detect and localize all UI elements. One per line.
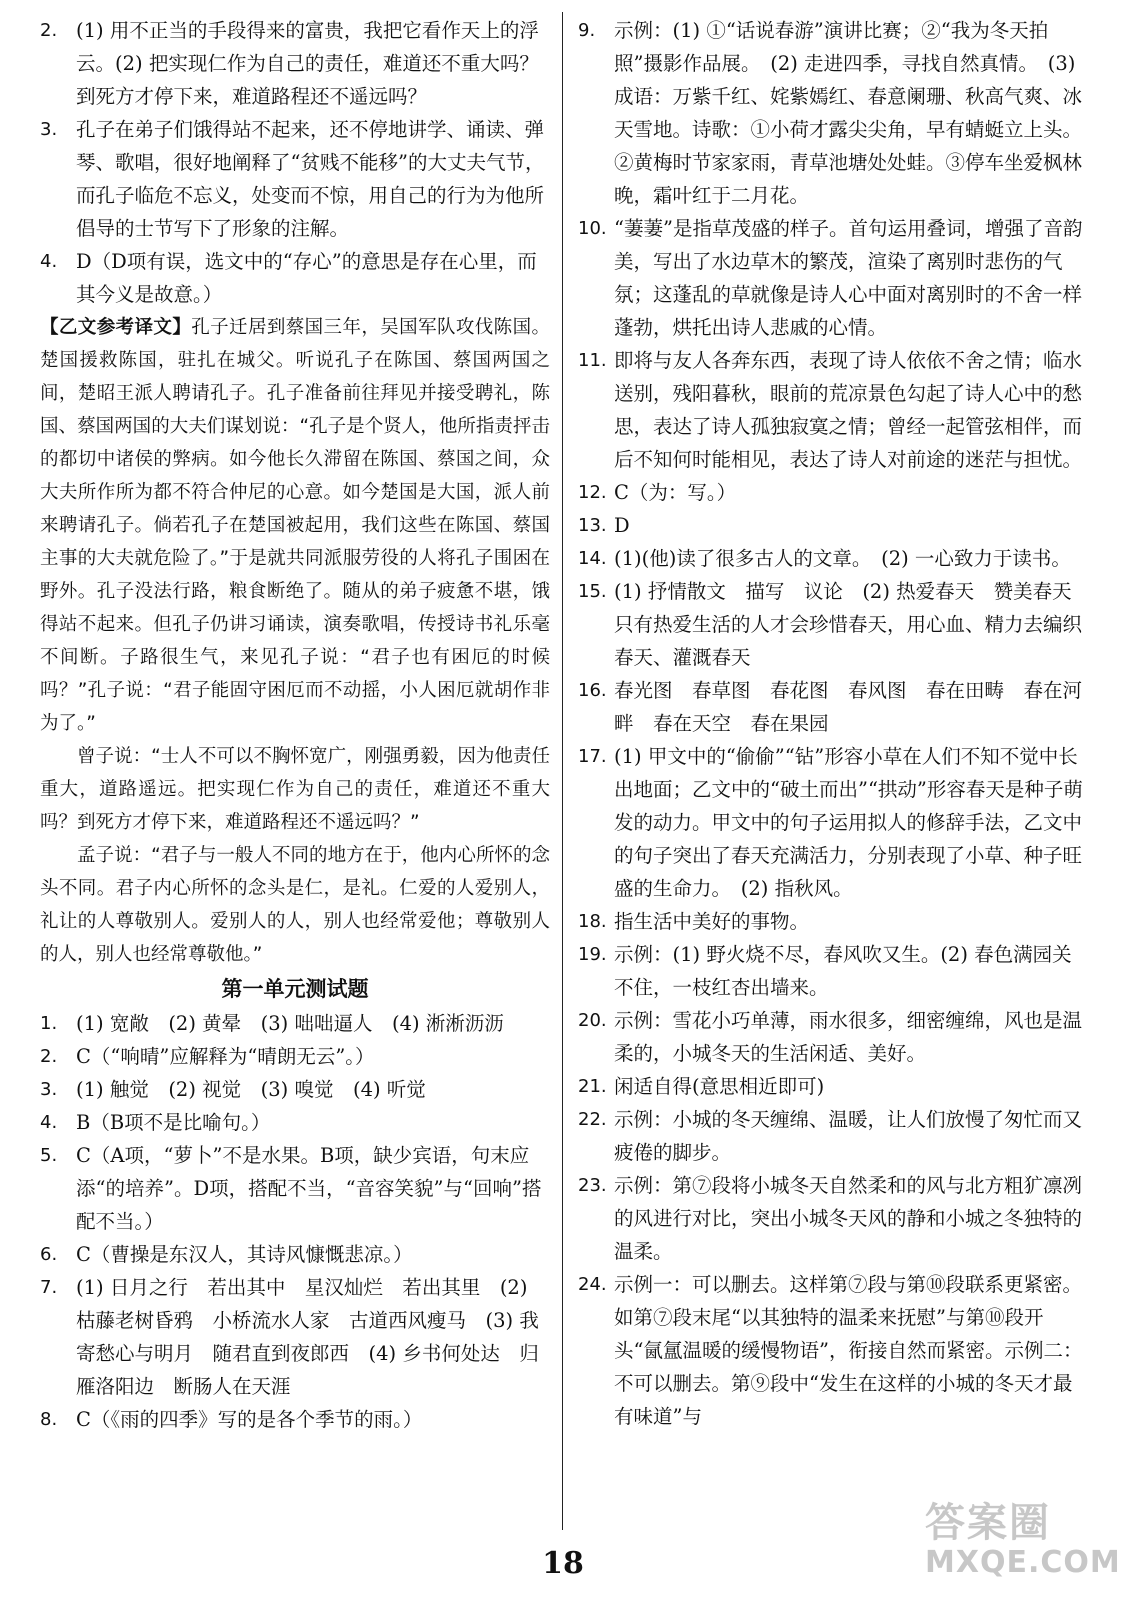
answer-item: [578, 1103, 1088, 1169]
answer-list-right: [578, 14, 1092, 1433]
watermark-title: 答案圈: [925, 1500, 1051, 1546]
answer-number: 5.: [40, 1145, 58, 1166]
right-column: [578, 14, 1092, 1433]
answer-text: D（D项有误，选文中的“存心”的意思是存在心里，而其今义是故意。）: [76, 250, 537, 306]
answer-number: 22.: [578, 1109, 607, 1130]
answer-number: 23.: [578, 1175, 607, 1196]
answer-number: 14.: [578, 548, 607, 569]
answer-item: [40, 113, 550, 245]
answer-number: 7.: [40, 1277, 58, 1298]
translation-paragraph: 曾子说：“士人不可以不胸怀宽广，刚强勇毅，因为他责任重大，道路遥远。把实现仁作为自己的责任，难道还不重大吗？到死方才停下来，难道路程还不遥远吗？”: [40, 746, 550, 833]
answer-number: 4.: [40, 251, 58, 272]
answer-number: 3.: [40, 1079, 58, 1100]
answer-item: [578, 905, 1088, 938]
answer-number: 17.: [578, 746, 607, 767]
answer-text: 示例：(1) 野火烧不尽，春风吹又生。(2) 春色满园关不住，一枝红杏出墙来。: [614, 943, 1072, 999]
answer-text: (1) 抒情散文 描写 议论 (2) 热爱春天 赞美春天 只有热爱生活的人才会珍惜春天，用心血、精力去编织春天、灌溉春天: [614, 580, 1092, 669]
answer-item: [578, 1004, 1088, 1070]
answer-item: [578, 542, 1088, 575]
answer-number: 20.: [578, 1010, 607, 1031]
answer-text: 示例：(1) ①“话说春游”演讲比赛；②“我为冬天拍照”摄影作品展。 (2) 走进四季，寻找自然真情。 (3) 成语：万紫千红、姹紫嫣红、春意阑珊、秋高气爽、冰天雪地。诗歌：①小荷才露尖尖角，早有蜻蜓立上头。②黄梅时节家家雨，青草池塘处处蛙。③停车坐爱枫林晚，霜叶红于二月花。: [614, 19, 1083, 207]
left-column: [40, 14, 550, 1436]
answer-item: [40, 1040, 550, 1073]
answer-text: 示例一：可以删去。这样第⑦段与第⑩段联系更紧密。如第⑦段末尾“以其独特的温柔来抚慰”与第⑩段开头“氤氲温暖的缓慢物语”，衔接自然而紧密。示例二：不可以删去。第⑨段中“发生在这样的小城的冬天才最有味道”与: [614, 1273, 1083, 1428]
answer-text: 春光图 春草图 春花图 春风图 春在田畴 春在河畔 春在天空 春在果园: [614, 679, 1083, 735]
answer-text: 指生活中美好的事物。: [614, 910, 810, 933]
answer-list-top: [40, 14, 550, 311]
answer-number: 16.: [578, 680, 607, 701]
answer-text: 闲适自得(意思相近即可): [614, 1075, 825, 1098]
answer-text: D: [614, 514, 630, 537]
answer-item: [578, 476, 1088, 509]
answer-number: 1.: [40, 1013, 58, 1034]
translation-paragraph: 孟子说：“君子与一般人不同的地方在于，他内心所怀的念头不同。君子内心所怀的念头是仁，是礼。仁爱的人爱别人，礼让的人尊敬别人。爱别人的人，别人也经常爱他；尊敬别人的人，别人也经常尊敬他。”: [40, 845, 550, 965]
answer-item: [578, 1169, 1088, 1268]
answer-item: [578, 575, 1092, 674]
answer-text: C（A项，“萝卜”不是水果。B项，缺少宾语，句末应添“的培养”。D项，搭配不当，“音容笑貌”与“回响”搭配不当。）: [76, 1144, 542, 1233]
answer-text: (1) 用不正当的手段得来的富贵，我把它看作天上的浮云。(2) 把实现仁作为自己的责任，难道还不重大吗？到死方才停下来，难道路程还不遥远吗？: [76, 19, 539, 108]
answer-text: (1) 触觉 (2) 视觉 (3) 嗅觉 (4) 听觉: [76, 1078, 426, 1101]
answer-item: [40, 1403, 550, 1436]
answer-item: [578, 509, 1088, 542]
answer-item: [40, 1073, 550, 1106]
answer-item: [578, 212, 1088, 344]
answer-text: B（B项不是比喻句。）: [76, 1111, 271, 1134]
answer-item: [40, 1271, 550, 1403]
answer-item: [40, 1007, 550, 1040]
answer-text: (1) 日月之行 若出其中 星汉灿烂 若出其里 (2) 枯藤老树昏鸦 小桥流水人家 古道西风瘦马 (3) 我寄愁心与明月 随君直到夜郎西 (4) 乡书何处达 归雁洛阳边 断肠人在天涯: [76, 1276, 539, 1398]
translation-paragraph: [40, 311, 550, 740]
answer-text: C（为：写。）: [614, 481, 737, 504]
answer-number: 13.: [578, 515, 607, 536]
answer-item: [578, 674, 1088, 740]
answer-number: 2.: [40, 20, 58, 41]
answer-text: 示例：雪花小巧单薄，雨水很多，细密缠绵，风也是温柔的，小城冬天的生活闲适、美好。: [614, 1009, 1083, 1065]
answer-item: [40, 14, 550, 113]
answer-number: 18.: [578, 911, 607, 932]
column-divider: [562, 12, 563, 1530]
answer-item: [578, 344, 1088, 476]
answer-text: C（曹操是东汉人，其诗风慷慨悲凉。）: [76, 1243, 413, 1266]
answer-text: C（“响晴”应解释为“晴朗无云”。）: [76, 1045, 375, 1068]
watermark-logo: [925, 1500, 1121, 1592]
answer-item: [578, 740, 1088, 905]
answer-item: [40, 245, 550, 311]
answer-number: 12.: [578, 482, 607, 503]
watermark-url: MXQE.COM: [925, 1545, 1121, 1580]
answer-text: 示例：第⑦段将小城冬天自然柔和的风与北方粗犷凛冽的风进行对比，突出小城冬天风的静和小城之冬独特的温柔。: [614, 1174, 1083, 1263]
answer-list-bottom: [40, 1007, 550, 1436]
answer-text: 示例：小城的冬天缠绵、温暖，让人们放慢了匆忙而又疲倦的脚步。: [614, 1108, 1083, 1164]
answer-number: 8.: [40, 1409, 58, 1430]
answer-number: 6.: [40, 1244, 58, 1265]
page-number: 18: [542, 1546, 584, 1581]
answer-item: [578, 1070, 1088, 1103]
answer-item: [578, 1268, 1088, 1433]
answer-text: (1) 宽敞 (2) 黄晕 (3) 咄咄逼人 (4) 淅淅沥沥: [76, 1012, 504, 1035]
translation-text: 孔子迁居到蔡国三年，吴国军队攻伐陈国。楚国援救陈国，驻扎在城父。听说孔子在陈国、蔡国两国之间，楚昭王派人聘请孔子。孔子准备前往拜见并接受聘礼，陈国、蔡国两国的大夫们谋划说：“孔子是个贤人，他所指责抨击的都切中诸侯的弊病。如今他长久滞留在陈国、蔡国之间，众大夫所作所为都不符合仲尼的心意。如今楚国是大国，派人前来聘请孔子。倘若孔子在楚国被起用，我们这些在陈国、蔡国主事的大夫就危险了。”于是就共同派服劳役的人将孔子围困在野外。孔子没法行路，粮食断绝了。随从的弟子疲惫不堪，饿得站不起来。但孔子仍讲习诵读，演奏歌唱，传授诗书礼乐毫不间断。子路很生气，来见孔子说：“君子也有困厄的时候吗？”孔子说：“君子能固守困厄而不动摇，小人困厄就胡作非为了。”: [40, 317, 550, 734]
answer-text: (1) 甲文中的“偷偷”“钻”形容小草在人们不知不觉中长出地面；乙文中的“破土而出”“拱动”形容春天是种子萌发的动力。甲文中的句子运用拟人的修辞手法，乙文中的句子突出了春天充满活力，分别表现了小草、种子旺盛的生命力。 (2) 指秋风。: [614, 745, 1083, 900]
answer-item: [40, 1238, 550, 1271]
answer-number: 2.: [40, 1046, 58, 1067]
answer-number: 9.: [578, 20, 596, 41]
answer-number: 19.: [578, 944, 607, 965]
answer-item: [578, 938, 1088, 1004]
answer-number: 10.: [578, 218, 607, 239]
answer-text: 即将与友人各奔东西，表现了诗人依依不舍之情；临水送别，残阳暮秋，眼前的荒凉景色勾起了诗人心中的愁思，表达了诗人孤独寂寞之情；曾经一起管弦相伴，而后不知何时能相见，表达了诗人对前途的迷茫与担忧。: [614, 349, 1083, 471]
answer-number: 11.: [578, 350, 607, 371]
answer-item: [578, 14, 1088, 212]
answer-item: [40, 1139, 550, 1238]
answer-text: 孔子在弟子们饿得站不起来，还不停地讲学、诵读、弹琴、歌唱，很好地阐释了“贫贱不能移”的大丈夫气节，而孔子临危不忘义，处变而不惊，用自己的行为为他所倡导的士节写下了形象的注解。: [76, 118, 545, 240]
answer-number: 21.: [578, 1076, 607, 1097]
answer-number: 24.: [578, 1274, 607, 1295]
answer-text: C（《雨的四季》写的是各个季节的雨。）: [76, 1408, 423, 1431]
answer-text: (1)(他)读了很多古人的文章。 (2) 一心致力于读书。: [614, 547, 1071, 570]
section-title: 第一单元测试题: [221, 977, 369, 1001]
answer-number: 3.: [40, 119, 58, 140]
answer-text: “萋萋”是指草茂盛的样子。首句运用叠词，增强了音韵美，写出了水边草木的繁茂，渲染了离别时悲伤的气氛；这蓬乱的草就像是诗人心中面对离别时的不舍一样蓬勃，烘托出诗人悲戚的心情。: [614, 217, 1083, 339]
answer-number: 15.: [578, 581, 607, 602]
answer-number: 4.: [40, 1112, 58, 1133]
answer-item: [40, 1106, 550, 1139]
translation-block: [40, 311, 550, 971]
translation-tag: 【乙文参考译文】: [40, 317, 192, 338]
